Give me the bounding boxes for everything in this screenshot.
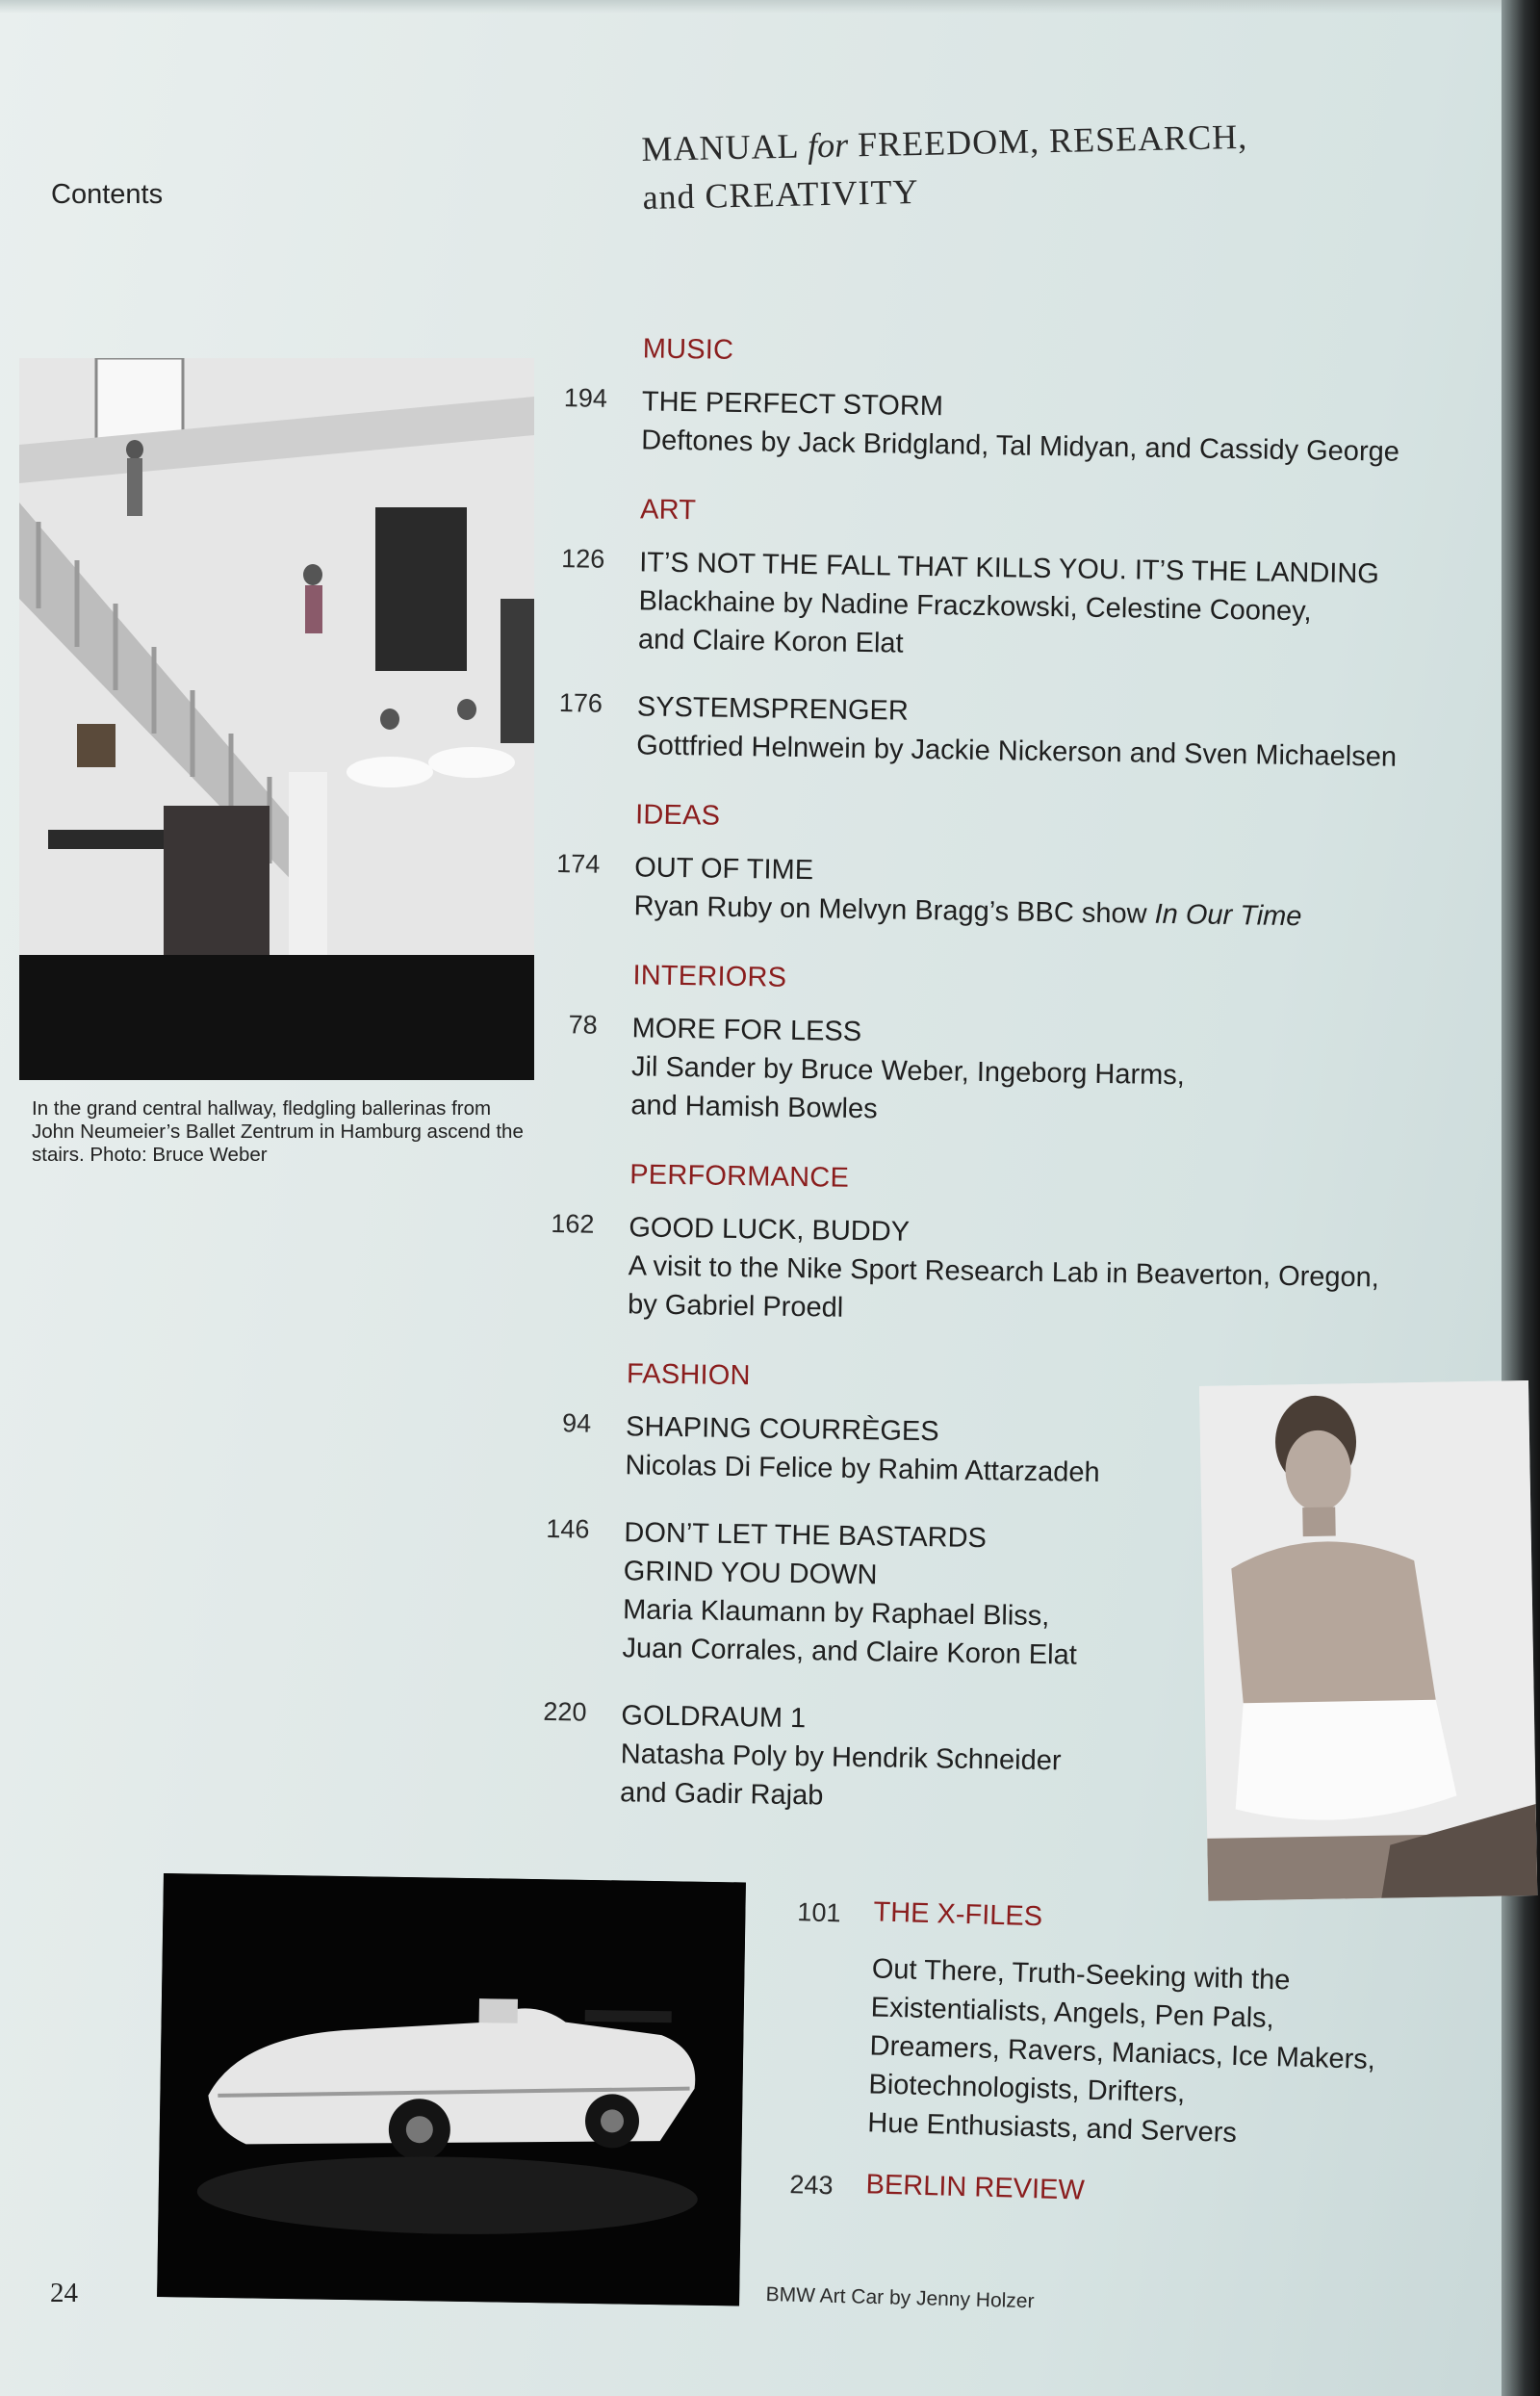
page-top-shadow (0, 0, 1502, 13)
page-number: 194 (563, 383, 608, 413)
entry-title: BERLIN REVIEW (865, 2169, 1086, 2206)
page-number: 176 (558, 688, 603, 718)
toc-entry[interactable] (543, 1207, 1469, 1337)
section-heading-performance: PERFORMANCE (629, 1159, 850, 1194)
xfiles-description (867, 1949, 1482, 2159)
page-number: 243 (789, 2170, 834, 2201)
entry-body (633, 848, 1474, 939)
entry-title: GOOD LUCK, BUDDY (629, 1212, 911, 1248)
masthead-line2: and CREATIVITY (642, 171, 919, 217)
masthead-manual: MANUAL (641, 126, 799, 168)
page-number: 101 (797, 1897, 841, 1928)
page-number: 146 (546, 1513, 590, 1544)
section-heading-interiors: INTERIORS (632, 960, 787, 993)
entry-title: IT’S NOT THE FALL THAT KILLS YOU. IT’S THE LANDING (638, 547, 1380, 590)
show-title-italic: In Our Time (1154, 898, 1302, 933)
description-line: Dreamers, Ravers, Maniacs, Ice Makers, (869, 2030, 1376, 2076)
description-line: Existentialists, Angels, Pen Pals, (870, 1992, 1275, 2035)
entry-title: THE PERFECT STORM (641, 386, 944, 423)
car-photo-caption: BMW Art Car by Jenny Holzer (765, 2283, 1035, 2313)
car-photo (157, 1873, 746, 2306)
entry-body (638, 543, 1479, 672)
page-number: 78 (568, 1010, 598, 1040)
ballet-photo-art (19, 358, 534, 1080)
entry-credit-line: and Claire Koron Elat (637, 624, 904, 659)
page-number: 94 (561, 1408, 592, 1438)
section-heading-art: ART (639, 494, 697, 527)
portrait-photo (1199, 1380, 1537, 1901)
entry-credit-line: Gottfried Helnwein by Jackie Nickerson and Sven Michaelsen (636, 730, 1398, 773)
toc-entry[interactable] (553, 542, 1479, 672)
section-heading-music: MUSIC (642, 333, 734, 366)
portrait-photo-art (1199, 1380, 1537, 1901)
toc-entry[interactable] (549, 847, 1474, 939)
page-number: 162 (551, 1208, 595, 1239)
masthead-title (641, 111, 1317, 221)
entry-title: THE X-FILES (873, 1896, 1043, 1933)
entry-title: SHAPING COURRÈGES (625, 1411, 939, 1448)
xfiles-block (783, 1894, 1484, 2218)
entry-credit-line: Deftones by Jack Bridgland, Tal Midyan, and Cassidy George (640, 425, 1400, 468)
toc-entry[interactable] (552, 686, 1476, 778)
description-line: Out There, Truth-Seeking with the (871, 1953, 1291, 1997)
entry-credit-line: Blackhaine by Nadine Fraczkowski, Celestine Cooney, (638, 585, 1312, 628)
ballet-photo-caption: In the grand central hallway, fledgling ballerinas from John Neumeier’s Ballet Zentrum in Hamburg ascend the stairs. Photo: Bruce Weber (32, 1097, 524, 1166)
entry-body (630, 1009, 1472, 1138)
page-spine-edge (1502, 0, 1540, 2396)
section-heading-fashion: FASHION (626, 1358, 751, 1392)
toc-entry[interactable] (556, 381, 1481, 473)
entry-credit-line: and Hamish Bowles (630, 1090, 878, 1125)
entry-body (641, 382, 1481, 473)
contents-label: Contents (51, 179, 164, 210)
section-heading-ideas: IDEAS (634, 799, 721, 832)
entry-credit-line: and Gadir Rajab (619, 1777, 824, 1812)
entry-credit-line: Jil Sander by Bruce Weber, Ingeborg Harms, (630, 1051, 1186, 1092)
page-number: 174 (556, 849, 601, 879)
toc-entry[interactable] (546, 1008, 1472, 1138)
description-line: Biotechnologists, Drifters, (868, 2069, 1186, 2109)
page-number: 126 (561, 544, 605, 574)
entry-credit-line: by Gabriel Proedl (627, 1289, 844, 1324)
description-line: Hue Enthusiasts, and Servers (866, 2107, 1238, 2150)
entry-title: MORE FOR LESS (631, 1013, 862, 1048)
ballet-photo (19, 358, 534, 1080)
car-photo-art (157, 1873, 746, 2306)
entry-body (636, 687, 1476, 778)
folio-page-number: 24 (50, 2278, 78, 2308)
entry-credit-line: GRIND YOU DOWN (623, 1556, 878, 1591)
masthead-freedom: FREEDOM, RESEARCH, (857, 116, 1248, 165)
entry-title: DON’T LET THE BASTARDS (624, 1517, 988, 1555)
page-number: 220 (543, 1696, 587, 1727)
entry-title: OUT OF TIME (634, 852, 814, 887)
entry-title: SYSTEMSPRENGER (636, 691, 910, 727)
entry-title: GOLDRAUM 1 (621, 1700, 807, 1735)
entry-credit-line: Natasha Poly by Hendrik Schneider (620, 1739, 1062, 1777)
entry-body (628, 1208, 1469, 1337)
entry-credit-line: Juan Corrales, and Claire Koron Elat (622, 1633, 1078, 1671)
entry-credit-line: Maria Klaumann by Raphael Bliss, (622, 1594, 1050, 1633)
entry-credit-line: Nicolas Di Felice by Rahim Attarzadeh (625, 1450, 1100, 1488)
entry-credit-line: Ryan Ruby on Melvyn Bragg’s BBC show In Our Time (633, 890, 1302, 933)
entry-credit-line: A visit to the Nike Sport Research Lab in Beaverton, Oregon, (628, 1250, 1380, 1294)
masthead-for: for (807, 125, 849, 166)
